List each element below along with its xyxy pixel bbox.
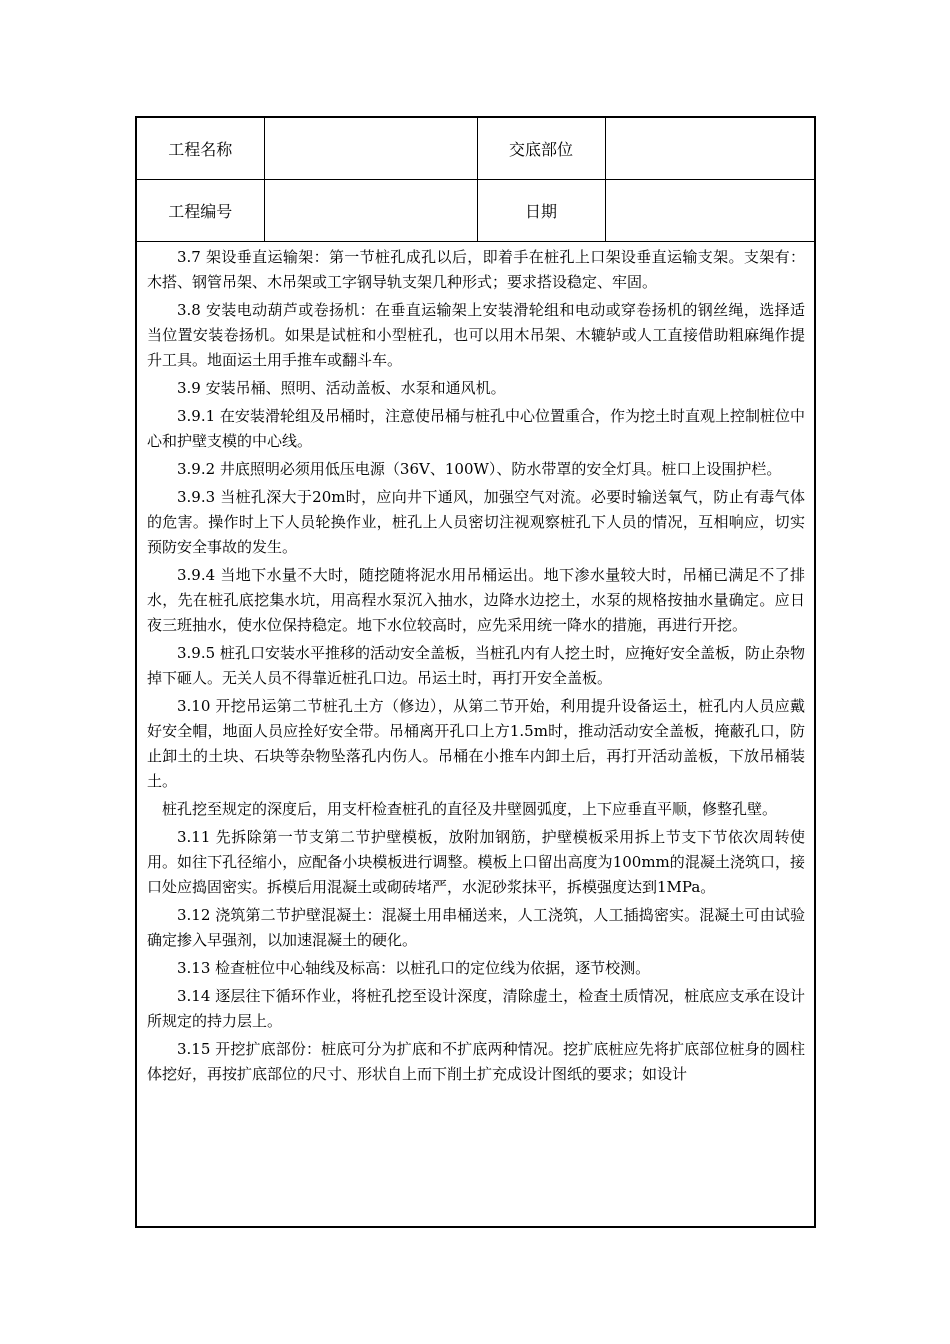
- handover-part-label: 交底部位: [477, 118, 605, 180]
- project-name-label: 工程名称: [137, 118, 264, 180]
- date-label: 日期: [477, 180, 605, 242]
- paragraph-3-10: 3.10 开挖吊运第二节桩孔土方（修边），从第二节开始，利用提升设备运土，桩孔内人员应戴好安全帽，地面人员应拴好安全带。吊桶离开孔口上方1.5m时，推动活动安全盖板，掩蔽孔口，防止卸土的土块、石块等杂物坠落孔内伤人。吊桶在小推车内卸土后，再打开活动盖板，下放吊桶装土。: [147, 697, 805, 790]
- header-table: [137, 118, 816, 242]
- paragraph-3-9-2: 3.9.2 井底照明必须用低压电源（36V、100W）、防水带罩的安全灯具。桩口上设围护栏。: [177, 460, 782, 478]
- header-row-1: [137, 118, 816, 180]
- paragraph-3-9-3: 3.9.3 当桩孔深大于20m时，应向井下通风，加强空气对流。必要时输送氧气，防止有毒气体的危害。操作时上下人员轮换作业，桩孔上人员密切注视观察桩孔下人员的情况，互相响应，切实预防安全事故的发生。: [147, 488, 805, 556]
- document-frame: [135, 116, 816, 1228]
- header-row-2: [137, 180, 816, 242]
- paragraph-pile-hole-check: 桩孔挖至规定的深度后，用支杆检查桩孔的直径及井壁圆弧度，上下应垂直平顺，修整孔壁。: [162, 800, 778, 818]
- project-name-field[interactable]: [264, 118, 477, 180]
- paragraph-3-14: 3.14 逐层往下循环作业，将桩孔挖至设计深度，清除虚土，检查土质情况，桩底应支承在设计所规定的持力层上。: [147, 987, 805, 1030]
- paragraph-3-9: 3.9 安装吊桶、照明、活动盖板、水泵和通风机。: [177, 379, 506, 397]
- paragraph-3-15: 3.15 开挖扩底部份：桩底可分为扩底和不扩底两种情况。挖扩底桩应先将扩底部位桩身的圆柱体挖好，再按扩底部位的尺寸、形状自上而下削土扩充成设计图纸的要求；如设计: [147, 1040, 805, 1083]
- paragraph-3-9-1: 3.9.1 在安装滑轮组及吊桶时，注意使吊桶与桩孔中心位置重合，作为挖土时直观上控制桩位中心和护壁支模的中心线。: [147, 407, 805, 450]
- project-number-field[interactable]: [264, 180, 477, 242]
- paragraph-3-9-4: 3.9.4 当地下水量不大时，随挖随将泥水用吊桶运出。地下渗水量较大时，吊桶已满足不了排水，先在桩孔底挖集水坑，用高程水泵沉入抽水，边降水边挖土，水泵的规格按抽水量确定。应日夜三班抽水，使水位保持稳定。地下水位较高时，应先采用统一降水的措施，再进行开挖。: [147, 566, 805, 634]
- paragraph-3-12: 3.12 浇筑第二节护壁混凝土：混凝土用串桶送来，人工浇筑，人工插捣密实。混凝土可由试验确定掺入早强剂，以加速混凝土的硬化。: [147, 906, 805, 949]
- document-body: [137, 242, 814, 1087]
- paragraph-3-7: 3.7 架设垂直运输架：第一节桩孔成孔以后，即着手在桩孔上口架设垂直运输支架。支架有：木搭、钢管吊架、木吊架或工字钢导轨支架几种形式；要求搭设稳定、牢固。: [147, 248, 805, 291]
- paragraph-3-8: 3.8 安装电动葫芦或卷扬机：在垂直运输架上安装滑轮组和电动或穿卷扬机的钢丝绳，选择适当位置安装卷扬机。如果是试桩和小型桩孔，也可以用木吊架、木辘轳或人工直接借助粗麻绳作提升工具。地面运土用手推车或翻斗车。: [147, 301, 805, 369]
- handover-part-field[interactable]: [605, 118, 816, 180]
- paragraph-3-11: 3.11 先拆除第一节支第二节护壁模板，放附加钢筋，护壁模板采用拆上节支下节依次周转使用。如往下孔径缩小，应配备小块模板进行调整。模板上口留出高度为100mm的混凝土浇筑口，接口处应捣固密实。拆模后用混凝土或砌砖堵严，水泥砂浆抹平，拆模强度达到1MPa。: [147, 828, 805, 896]
- date-field[interactable]: [605, 180, 816, 242]
- paragraph-3-13: 3.13 检查桩位中心轴线及标高：以桩孔口的定位线为依据，逐节校测。: [177, 959, 651, 977]
- paragraph-3-9-5: 3.9.5 桩孔口安装水平推移的活动安全盖板，当桩孔内有人挖土时，应掩好安全盖板，防止杂物掉下砸人。无关人员不得靠近桩孔口边。吊运土时，再打开安全盖板。: [147, 644, 805, 687]
- project-number-label: 工程编号: [137, 180, 264, 242]
